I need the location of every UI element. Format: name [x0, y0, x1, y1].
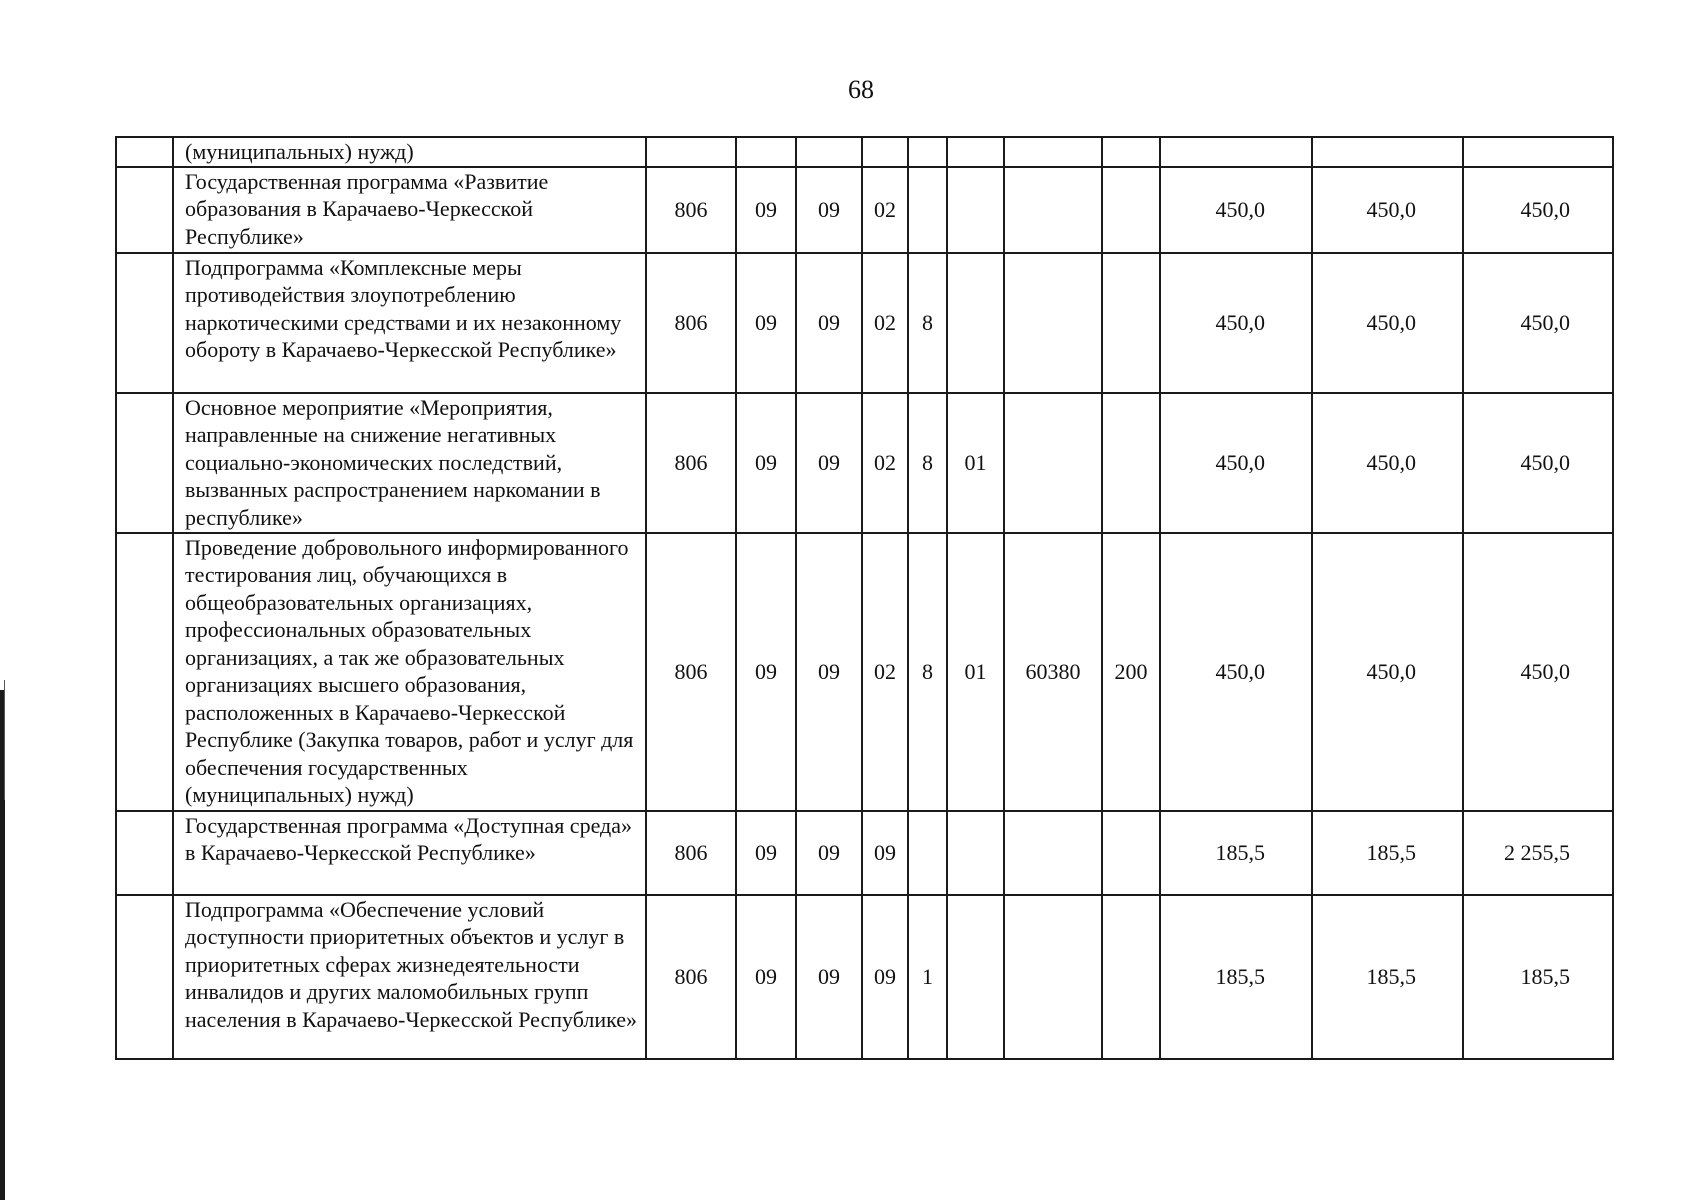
index-cell [116, 811, 173, 895]
index-cell [116, 895, 173, 1059]
subprogram-code-cell: 1 [908, 895, 947, 1059]
activity-code-cell: 01 [947, 533, 1004, 811]
activity-code-cell: 01 [947, 393, 1004, 533]
description-cell: Подпрограмма «Комплексные меры противодействия злоупотреблению наркотическими средствами и их незаконному обороту в Карачаево-Черкесской Республике» [173, 253, 646, 393]
direction-code-cell [1004, 253, 1102, 393]
expense-type-cell [1102, 137, 1160, 167]
table-row [116, 393, 1613, 533]
expense-type-cell [1102, 253, 1160, 393]
direction-code-cell [1004, 167, 1102, 253]
subprogram-code-cell: 8 [908, 533, 947, 811]
subsection-code-cell: 09 [796, 393, 862, 533]
activity-code-cell [947, 253, 1004, 393]
amount-year-3-cell: 2 255,5 [1463, 811, 1613, 895]
description-cell: Проведение добровольного информированного тестирования лиц, обучающихся в общеобразовательных организациях, профессиональных образовательных организациях, а так же образовательных организациях высшего образования, расположенных в Карачаево-Черкесской Республике (Закупка товаров, работ и услуг для обеспечения государственных (муниципальных) нужд) [173, 533, 646, 811]
program-code-cell: 02 [862, 253, 908, 393]
description-cell: (муниципальных) нужд) [173, 137, 646, 167]
activity-code-cell [947, 167, 1004, 253]
expense-type-cell [1102, 393, 1160, 533]
expense-type-cell [1102, 895, 1160, 1059]
amount-year-2-cell: 450,0 [1312, 253, 1463, 393]
expense-type-cell: 200 [1102, 533, 1160, 811]
direction-code-cell [1004, 137, 1102, 167]
amount-year-2-cell [1312, 137, 1463, 167]
description-cell: Государственная программа «Развитие образования в Карачаево-Черкесской Республике» [173, 167, 646, 253]
ministry-code-cell: 806 [646, 253, 736, 393]
amount-year-2-cell: 450,0 [1312, 167, 1463, 253]
ministry-code-cell: 806 [646, 811, 736, 895]
amount-year-3-cell: 450,0 [1463, 393, 1613, 533]
amount-year-1-cell: 450,0 [1160, 253, 1312, 393]
subsection-code-cell: 09 [796, 533, 862, 811]
amount-year-3-cell [1463, 137, 1613, 167]
subsection-code-cell: 09 [796, 895, 862, 1059]
description-cell: Государственная программа «Доступная среда» в Карачаево-Черкесской Республике» [173, 811, 646, 895]
section-code-cell: 09 [736, 253, 796, 393]
index-cell [116, 533, 173, 811]
section-code-cell: 09 [736, 895, 796, 1059]
amount-year-3-cell: 450,0 [1463, 167, 1613, 253]
direction-code-cell [1004, 811, 1102, 895]
amount-year-2-cell: 450,0 [1312, 533, 1463, 811]
program-code-cell: 09 [862, 895, 908, 1059]
expense-type-cell [1102, 167, 1160, 253]
table-row [116, 253, 1613, 393]
program-code-cell: 09 [862, 811, 908, 895]
program-code-cell: 02 [862, 533, 908, 811]
program-code-cell: 02 [862, 393, 908, 533]
expense-type-cell [1102, 811, 1160, 895]
amount-year-3-cell: 185,5 [1463, 895, 1613, 1059]
activity-code-cell [947, 137, 1004, 167]
direction-code-cell [1004, 895, 1102, 1059]
amount-year-1-cell [1160, 137, 1312, 167]
activity-code-cell [947, 895, 1004, 1059]
section-code-cell: 09 [736, 811, 796, 895]
amount-year-1-cell: 185,5 [1160, 811, 1312, 895]
scan-edge-line [4, 680, 5, 800]
ministry-code-cell: 806 [646, 533, 736, 811]
section-code-cell [736, 137, 796, 167]
ministry-code-cell: 806 [646, 895, 736, 1059]
subprogram-code-cell: 8 [908, 253, 947, 393]
table-row [116, 137, 1613, 167]
description-cell: Подпрограмма «Обеспечение условий доступности приоритетных объектов и услуг в приоритетных сферах жизнедеятельности инвалидов и других маломобильных групп населения в Карачаево-Черкесской Республике» [173, 895, 646, 1059]
table-row [116, 533, 1613, 811]
subsection-code-cell: 09 [796, 811, 862, 895]
subsection-code-cell: 09 [796, 253, 862, 393]
amount-year-3-cell: 450,0 [1463, 253, 1613, 393]
table-row [116, 167, 1613, 253]
subprogram-code-cell: 8 [908, 393, 947, 533]
subprogram-code-cell [908, 137, 947, 167]
budget-table [115, 136, 1614, 1060]
table-body [116, 137, 1613, 1059]
amount-year-1-cell: 450,0 [1160, 533, 1312, 811]
direction-code-cell [1004, 393, 1102, 533]
amount-year-2-cell: 450,0 [1312, 393, 1463, 533]
subsection-code-cell [796, 137, 862, 167]
subsection-code-cell: 09 [796, 167, 862, 253]
amount-year-2-cell: 185,5 [1312, 895, 1463, 1059]
activity-code-cell [947, 811, 1004, 895]
description-cell: Основное мероприятие «Мероприятия, направленные на снижение негативных социально-экономических последствий, вызванных распространением наркомании в республике» [173, 393, 646, 533]
subprogram-code-cell [908, 167, 947, 253]
table-row [116, 811, 1613, 895]
ministry-code-cell: 806 [646, 393, 736, 533]
ministry-code-cell: 806 [646, 167, 736, 253]
page-number: 68 [848, 75, 874, 104]
table-row [116, 895, 1613, 1059]
index-cell [116, 167, 173, 253]
amount-year-1-cell: 450,0 [1160, 393, 1312, 533]
subprogram-code-cell [908, 811, 947, 895]
amount-year-3-cell: 450,0 [1463, 533, 1613, 811]
ministry-code-cell [646, 137, 736, 167]
section-code-cell: 09 [736, 533, 796, 811]
section-code-cell: 09 [736, 393, 796, 533]
amount-year-2-cell: 185,5 [1312, 811, 1463, 895]
program-code-cell: 02 [862, 167, 908, 253]
program-code-cell [862, 137, 908, 167]
index-cell [116, 393, 173, 533]
amount-year-1-cell: 450,0 [1160, 167, 1312, 253]
index-cell [116, 137, 173, 167]
amount-year-1-cell: 185,5 [1160, 895, 1312, 1059]
direction-code-cell: 60380 [1004, 533, 1102, 811]
section-code-cell: 09 [736, 167, 796, 253]
index-cell [116, 253, 173, 393]
